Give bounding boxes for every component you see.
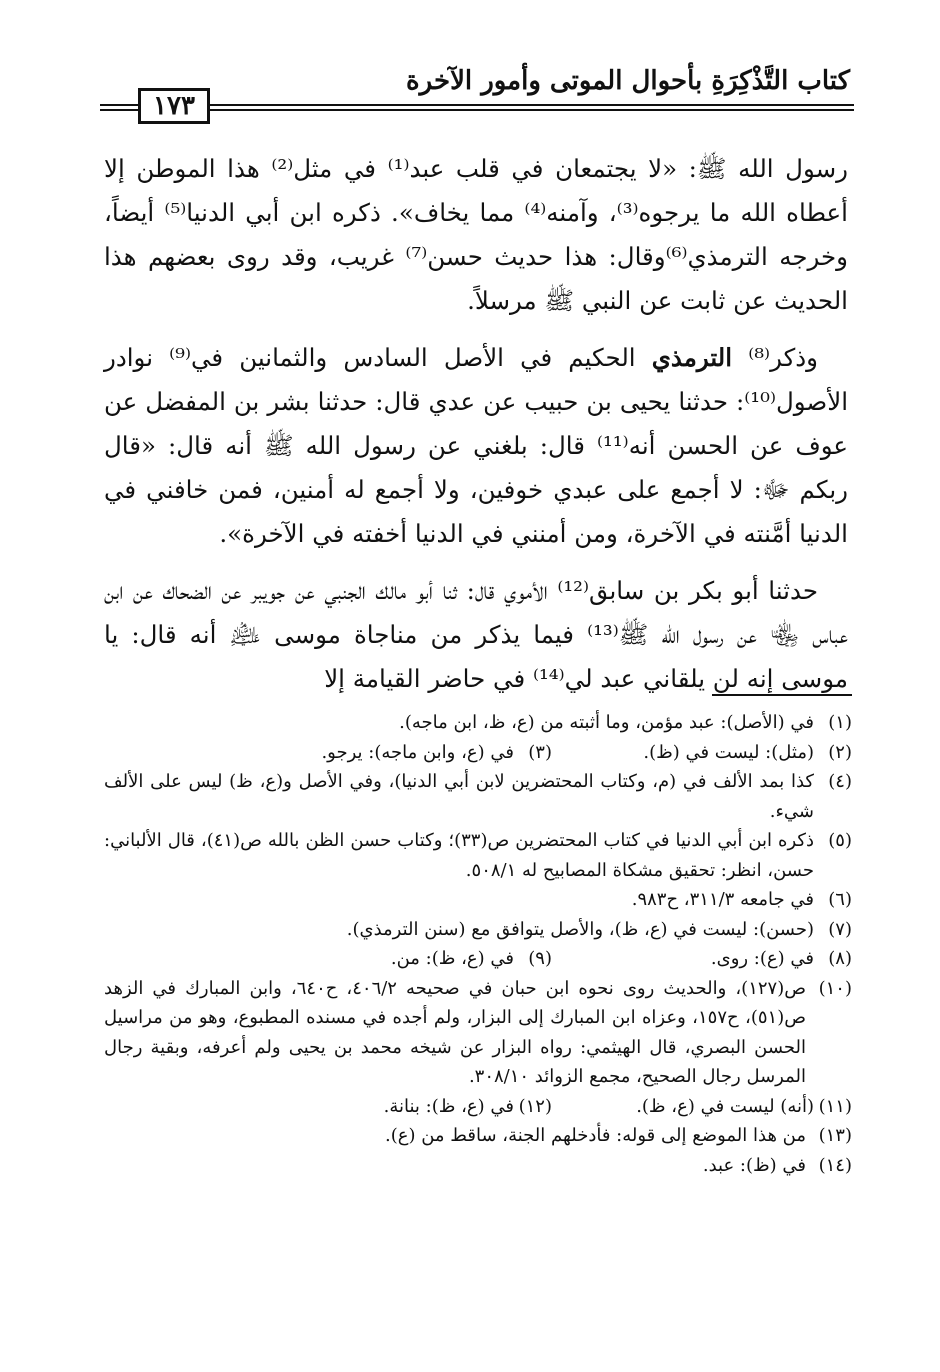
- footnote: [104, 767, 852, 826]
- footnote: [104, 708, 852, 738]
- footnote-number: (١٢): [518, 1095, 552, 1117]
- footnotes: [104, 708, 852, 1180]
- footnote: [552, 738, 852, 768]
- paragraph-2-lead: وذكر⁽⁸⁾: [748, 343, 818, 372]
- footnote-text: ص(١٢٧)، والحديث روى نحوه ابن حبان في صحيحه ٤٠٦/٢، ح٦٤٠، وابن المبارك في الزهد ص(٥١)، ح١٥٧، وعزاه ابن المبارك إلى البزار، ولم أجده في مسنده المطبوع، وهو من مراسيل الحسن البصري، قال الهيثمي: رواه البزار عن شيخه محمد بن يحيى ولم أعرفه، وبقية رجال المرسل رجال الصحيح، مجمع الزوائد ٣٠٨/١٠.: [104, 977, 806, 1087]
- footnote-pair: [104, 738, 852, 768]
- paragraph-2: [104, 336, 848, 556]
- footnote: [104, 1151, 852, 1181]
- footnote: [322, 944, 552, 974]
- footnote: [552, 944, 852, 974]
- footnote-number: (١٣): [818, 1125, 852, 1146]
- footnote-pair: [104, 944, 852, 974]
- footnote-number: (٣): [528, 741, 552, 763]
- footnote-text: كذا بمد الألف في (م، وكتاب المحتضرين لابن أبي الدنيا)، وفي الأصل و(ع، ظ) ليس على الألف شيء.: [104, 771, 814, 822]
- footnote: [104, 974, 852, 1092]
- footnote: [104, 826, 852, 885]
- paragraph-1: رسول الله ﷺ: «لا يجتمعان في قلب عبد⁽¹⁾ في مثل⁽²⁾ هذا الموطن إلا أعطاه الله ما يرجوه⁽³⁾، وآمنه⁽⁴⁾ مما يخاف». ذكره ابن أبي الدنيا⁽⁵⁾ أيضاً، وخرجه الترمذي⁽⁶⁾وقال: هذا حديث حسن⁽⁷⁾ غريب، وقد روى بعضهم هذا الحديث عن ثابت عن النبي ﷺ مرسلاً.: [104, 154, 849, 315]
- header-rule-bottom: [100, 109, 854, 111]
- footnote-text: في (ظ): عبد.: [702, 1154, 806, 1176]
- footnote-text: في (ع): روى.: [710, 948, 814, 969]
- footnote-number: (٤): [828, 771, 852, 792]
- footnote-number: (٢): [828, 741, 852, 763]
- footnote-number: (٩): [528, 948, 552, 969]
- footnote-text: (أنه) ليست في (ع، ظ).: [636, 1095, 814, 1117]
- footnote-number: (١): [828, 712, 852, 733]
- footnote: [322, 738, 552, 768]
- footnote-number: (٧): [828, 918, 852, 940]
- footnote-text: في (الأصل): عبد مؤمن، وما أثبته من (ع، ظ، ابن ماجه).: [399, 712, 814, 733]
- footnote: [104, 885, 852, 915]
- footnote-number: (٥): [828, 830, 852, 851]
- footnote-number: (١١): [818, 1095, 852, 1117]
- footnote-text: (مثل): ليست في (ظ).: [643, 741, 814, 763]
- footnote-text: في (ع، ظ): من.: [390, 948, 514, 969]
- page-number: ١٧٣: [138, 88, 210, 124]
- main-text: [104, 147, 848, 714]
- paragraph-2-rest: الحكيم في الأصل السادس والثمانين في⁽⁹⁾ نوادر الأصول⁽¹⁰⁾: حدثنا يحيى بن حبيب عن عدي قال: حدثنا بشر بن المفضل عن عوف عن الحسن أنه⁽¹¹⁾ قال: بلغني عن رسول الله ﷺ أنه قال: «قال ربكم ﷻ: لا أجمع على عبدي خوفين، ولا أجمع له أمنين، فمن خافني في الدنيا أمَّنته في الآخرة، ومن أمنني في الدنيا أخفته في الآخرة».: [104, 343, 848, 548]
- footnote-text: (حسن): ليست في (ع، ظ)، والأصل يتوافق مع (سنن الترمذي).: [346, 918, 814, 940]
- footnote-text: من هذا الموضع إلى قوله: فأدخلهم الجنة، ساقط من (ع).: [385, 1125, 806, 1146]
- footnote-text: في (ع، وابن ماجه): يرجو.: [321, 741, 514, 763]
- footnote-number: (١٤): [818, 1154, 852, 1176]
- footnote: [552, 1092, 852, 1122]
- paragraph-3: حدثنا أبو بكر بن سابق⁽¹²⁾ الأموي قال: ثنا أبو مالك الجنبي عن جويبر عن الضحاك عن ابن عباس ﵄ عن رسول الله ﷺ⁽¹³⁾ فيما يذكر من مناجاة موسى ﵇ أنه قال: يا موسى إنه لن يلقاني عبد لي⁽¹⁴⁾ في حاضر القيامة إلا: [104, 576, 848, 693]
- footnote-pair: [104, 1092, 852, 1122]
- footnote-number: (١٠): [818, 977, 852, 999]
- footnote-number: (٦): [828, 889, 852, 910]
- footnote-text: في (ع، ظ): بنانة.: [383, 1095, 514, 1117]
- footnote-separator: [712, 694, 852, 696]
- footnote-text: في جامعه ٣١١/٣، ح٩٨٣.: [631, 889, 814, 910]
- footnote-number: (٨): [828, 948, 852, 969]
- header-rule-top: [100, 104, 854, 106]
- footnote: [104, 1121, 852, 1151]
- footnote-text: ذكره ابن أبي الدنيا في كتاب المحتضرين ص(٣٣)؛ وكتاب حسن الظن بالله ص(٤١)، قال الألباني: حسن، انظر: تحقيق مشكاة المصابيح له ٥٠٨/١.: [104, 830, 815, 881]
- paragraph-2-emphasis: الترمذي: [651, 343, 733, 372]
- footnote: [104, 915, 852, 945]
- running-title: كتاب التَّذْكِرَةِ بأحوال الموتى وأمور الآخرة: [406, 66, 850, 96]
- footnote: [322, 1092, 552, 1122]
